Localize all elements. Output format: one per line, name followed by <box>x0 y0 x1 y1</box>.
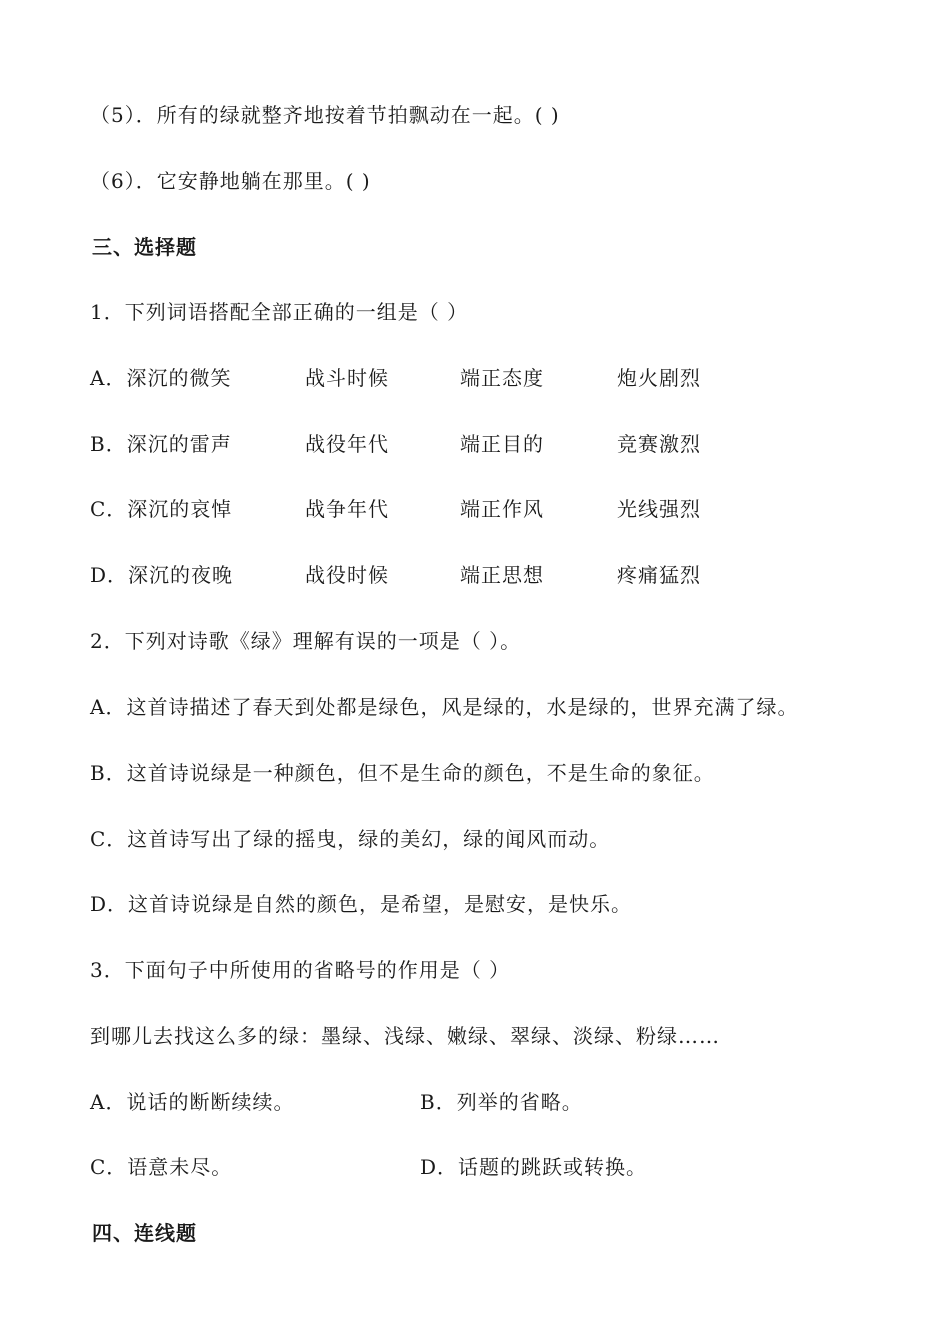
question-3-option-c: C．语意未尽。 <box>90 1155 233 1179</box>
option-phrase: 光线强烈 <box>617 497 701 521</box>
option-phrase: 端正态度 <box>460 366 544 390</box>
question-2-option-d: D．这首诗说绿是自然的颜色，是希望，是慰安，是快乐。 <box>90 892 633 916</box>
option-label: A．深沉的微笑 <box>90 366 232 390</box>
question-3-quote: 到哪儿去找这么多的绿：墨绿、浅绿、嫩绿、翠绿、淡绿、粉绿…… <box>90 1024 720 1048</box>
option-label: B．深沉的雷声 <box>90 432 232 456</box>
question-3-option-d: D．话题的跳跃或转换。 <box>420 1155 648 1179</box>
question-2-option-c: C．这首诗写出了绿的摇曳，绿的美幻，绿的闻风而动。 <box>90 827 611 851</box>
question-3-stem: 3．下面句子中所使用的省略号的作用是（ ） <box>90 958 511 982</box>
option-phrase: 战役时候 <box>305 563 389 587</box>
question-2-stem: 2．下列对诗歌《绿》理解有误的一项是（ ）。 <box>90 629 522 653</box>
section-heading-matching: 四、连线题 <box>92 1221 197 1245</box>
option-phrase: 端正思想 <box>460 563 544 587</box>
option-label: C．深沉的哀悼 <box>90 497 233 521</box>
question-2-option-a: A．这首诗描述了春天到处都是绿色，风是绿的，水是绿的，世界充满了绿。 <box>90 695 799 719</box>
section-heading-choice: 三、选择题 <box>92 235 197 259</box>
question-3-option-b: B．列举的省略。 <box>420 1090 583 1114</box>
option-phrase: 战争年代 <box>305 497 389 521</box>
option-phrase: 端正作风 <box>460 497 544 521</box>
option-phrase: 端正目的 <box>460 432 544 456</box>
fill-item-6: （6）．它安静地躺在那里。( ) <box>90 169 371 193</box>
option-phrase: 战役年代 <box>305 432 389 456</box>
question-2-option-b: B．这首诗说绿是一种颜色，但不是生命的颜色，不是生命的象征。 <box>90 761 715 785</box>
option-label: D．深沉的夜晚 <box>90 563 234 587</box>
question-3-option-a: A．说话的断断续续。 <box>90 1090 295 1114</box>
option-phrase: 疼痛猛烈 <box>617 563 701 587</box>
question-1-stem: 1．下列词语搭配全部正确的一组是（ ） <box>90 300 469 324</box>
option-phrase: 炮火剧烈 <box>617 366 701 390</box>
fill-item-5: （5）．所有的绿就整齐地按着节拍飘动在一起。( ) <box>90 103 560 127</box>
option-phrase: 战斗时候 <box>305 366 389 390</box>
option-phrase: 竞赛激烈 <box>617 432 701 456</box>
